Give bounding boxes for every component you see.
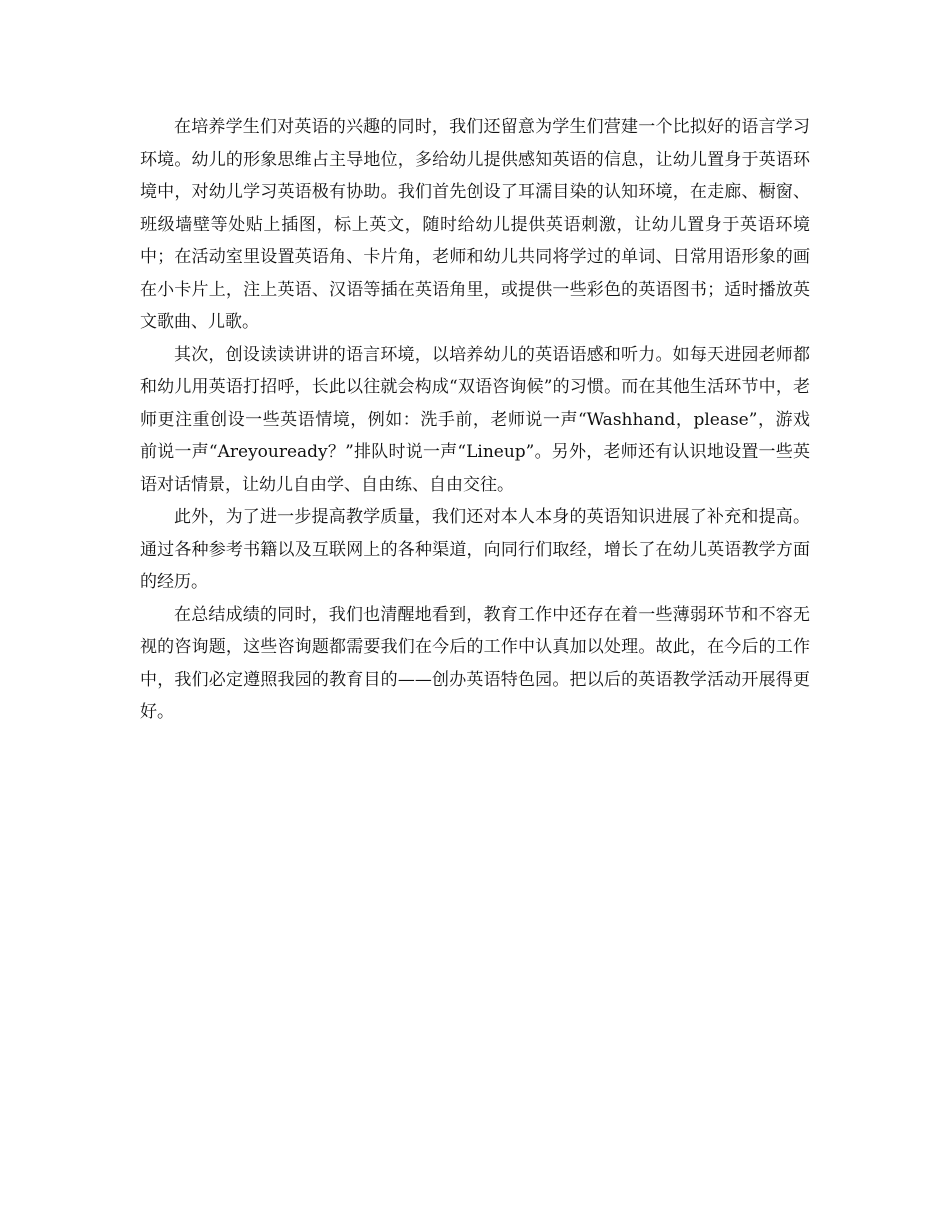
paragraph-language-environment: 其次，创设读读讲讲的语言环境，以培养幼儿的英语语感和听力。如每天进园老师都和幼儿用英语打招呼，长此以往就会构成“双语咨询候”的习惯。而在其他生活环节中，老师更注重创设一些英语情境，例如：洗手前，老师说一声“Washhand，please”，游戏前说一声“Areyouready？”排队时说一声“Lineup”。另外，老师还有认识地设置一些英语对话情景，让幼儿自由学、自由练、自由交往。 bbox=[140, 344, 810, 495]
paragraph-learning-environment: 在培养学生们对英语的兴趣的同时，我们还留意为学生们营建一个比拟好的语言学习环境。幼儿的形象思维占主导地位，多给幼儿提供感知英语的信息，让幼儿置身于英语环境中，对幼儿学习英语极有协助。我们首先创设了耳濡目染的认知环境，在走廊、橱窗、班级墙壁等处贴上插图，标上英文，随时给幼儿提供英语刺激，让幼儿置身于英语环境中；在活动室里设置英语角、卡片角，老师和幼儿共同将学过的单词、日常用语形象的画在小卡片上，注上英语、汉语等插在英语角里，或提供一些彩色的英语图书；适时播放英文歌曲、儿歌。 bbox=[140, 117, 810, 332]
document-body bbox=[140, 111, 810, 729]
paragraph-conclusion: 在总结成绩的同时，我们也清醒地看到，教育工作中还存在着一些薄弱环节和不容无视的咨询题，这些咨询题都需要我们在今后的工作中认真加以处理。故此，在今后的工作中，我们必定遵照我园的教育目的——创办英语特色园。把以后的英语教学活动开展得更好。 bbox=[140, 604, 810, 722]
paragraph-teacher-improvement: 此外，为了进一步提高教学质量，我们还对本人本身的英语知识进展了补充和提高。通过各种参考书籍以及互联网上的各种渠道，向同行们取经，增长了在幼儿英语教学方面的经历。 bbox=[140, 507, 810, 592]
